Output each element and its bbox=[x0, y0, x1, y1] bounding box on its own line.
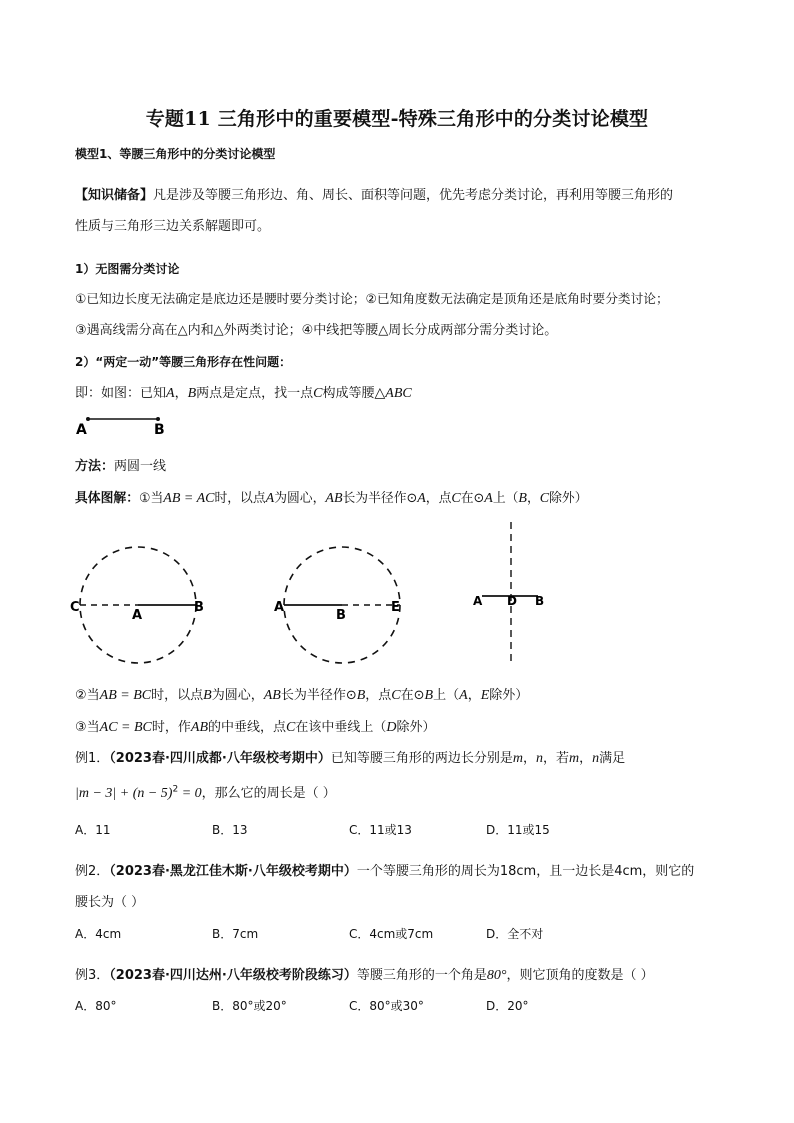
figure-bisector bbox=[465, 518, 555, 668]
label-a: A bbox=[132, 608, 143, 623]
ex3-option-a[interactable]: A．80° bbox=[75, 999, 117, 1013]
figure-circle-a bbox=[65, 525, 225, 675]
ex2-option-d[interactable]: D．全不对 bbox=[486, 927, 544, 941]
segment-ab-figure bbox=[72, 410, 182, 440]
case3-line: ③当AC = BC时，作AB的中垂线，点C在该中垂线上（D除外） bbox=[75, 720, 436, 735]
ex2-option-b[interactable]: B．7cm bbox=[212, 927, 259, 941]
ex1-formula: $|m - 3| + (n - 5)^2 = 0$，那么它的周长是（ ） bbox=[75, 784, 336, 801]
ex2-option-a[interactable]: A．4cm bbox=[75, 927, 122, 941]
model1-heading: 模型1、等腰三角形中的分类讨论模型 bbox=[75, 147, 276, 161]
ex3-stem: 例3．（2023春·四川达州·八年级校考阶段练习）等腰三角形的一个角是80°，则它顶角的度数是（ ） bbox=[75, 968, 654, 983]
ex1-option-d[interactable]: D．11或15 bbox=[486, 823, 550, 837]
point-b bbox=[156, 417, 160, 421]
knowledge-line1: 【知识储备】凡是涉及等腰三角形边、角、周长、面积等问题，优先考虑分类讨论，再利用等腰三角形的 bbox=[75, 188, 674, 203]
sec1-line2: ③遇高线需分高在△内和△外两类讨论；④中线把等腰△周长分成两部分需分类讨论。 bbox=[75, 323, 558, 338]
ex3-option-c[interactable]: C．80°或30° bbox=[349, 999, 424, 1013]
ex2-stem: 例2．（2023春·黑龙江佳木斯·八年级校考期中）一个等腰三角形的周长为18cm，且一边长是4cm，则它的 bbox=[75, 864, 695, 879]
label-a: A bbox=[76, 422, 87, 438]
ex3-option-d[interactable]: D．20° bbox=[486, 999, 529, 1013]
label-d: D bbox=[507, 594, 517, 608]
label-e: E bbox=[391, 600, 400, 615]
figure-circle-b bbox=[265, 525, 425, 675]
method-line: 方法：两圆一线 bbox=[75, 459, 167, 474]
sec1-heading: 1）无图需分类讨论 bbox=[75, 262, 180, 276]
label-a: A bbox=[274, 600, 285, 615]
knowledge-tag: 【知识储备】 bbox=[75, 188, 154, 203]
sec2-intro: 即：如图：已知A，B两点是定点，找一点C构成等腰△ABC bbox=[75, 386, 412, 401]
ex2-option-c[interactable]: C．4cm或7cm bbox=[349, 927, 434, 941]
sec2-heading: 2）“两定一动”等腰三角形存在性问题： bbox=[75, 355, 292, 369]
label-c: C bbox=[70, 600, 80, 615]
label-b: B bbox=[194, 600, 204, 615]
detail-line: 具体图解：①当AB = AC时，以点A为圆心，AB长为半径作⊙A，点C在⊙A上（B，C除外） bbox=[75, 491, 588, 506]
ex1-option-a[interactable]: A．11 bbox=[75, 823, 111, 837]
ex1-option-c[interactable]: C．11或13 bbox=[349, 823, 412, 837]
knowledge-line2: 性质与三角形三边关系解题即可。 bbox=[75, 219, 271, 234]
label-b: B bbox=[336, 608, 346, 623]
ex2-line2: 腰长为（ ） bbox=[75, 895, 145, 910]
label-a: A bbox=[473, 594, 483, 608]
label-b: B bbox=[535, 594, 545, 608]
case2-line: ②当AB = BC时，以点B为圆心，AB长为半径作⊙B，点C在⊙B上（A，E除外） bbox=[75, 688, 529, 703]
sec1-line1: ①已知边长度无法确定是底边还是腰时要分类讨论；②已知角度数无法确定是顶角还是底角时要分类讨论； bbox=[75, 291, 669, 306]
page-title: 专题11 三角形中的重要模型-特殊三角形中的分类讨论模型 bbox=[145, 108, 649, 130]
ex1-stem: 例1．（2023春·四川成都·八年级校考期中）已知等腰三角形的两边长分别是m，n，若m，n满足 bbox=[75, 751, 626, 766]
point-a bbox=[86, 417, 90, 421]
label-b: B bbox=[154, 422, 165, 438]
ex3-option-b[interactable]: B．80°或20° bbox=[212, 999, 287, 1013]
ex1-option-b[interactable]: B．13 bbox=[212, 823, 248, 837]
